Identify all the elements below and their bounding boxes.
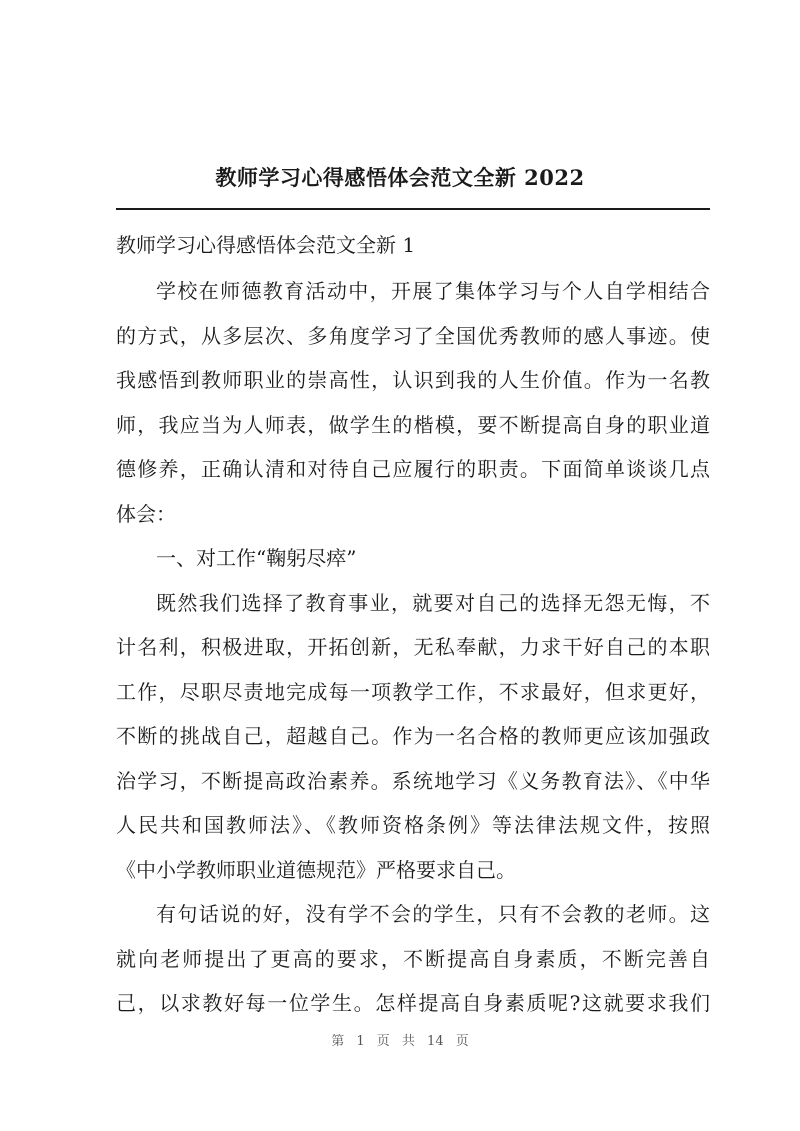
paragraph-line: 既然我们选择了教育事业，就要对自己的选择无怨无悔，不: [156, 590, 710, 615]
paragraph-line: 我感悟到教师职业的崇高性，认识到我的人生价值。作为一名教: [116, 368, 710, 392]
paragraph-line: 工作，尽职尽责地完成每一项教学工作，不求最好，但求更好，: [116, 679, 710, 704]
page-footer: 第 1 页 共 14 页: [331, 1034, 469, 1049]
title-divider: [116, 208, 710, 210]
paragraph-work: [116, 581, 710, 893]
paragraph-line: 师，我应当为人师表，做学生的楷模，要不断提高自身的职业道: [116, 412, 710, 437]
section-heading: [116, 536, 710, 581]
document-body: [116, 223, 710, 1026]
paragraph-line: 己，以求教好每一位学生。怎样提高自身素质呢?这就要求我们: [116, 991, 710, 1015]
document-subtitle: 教师学习心得感悟体会范文全新 1: [116, 233, 416, 257]
paragraph-line: 德修养，正确认清和对待自己应履行的职责。下面简单谈谈几点: [116, 457, 710, 481]
paragraph-line: 《中小学教师职业道德规范》严格要求自己。: [116, 857, 516, 882]
paragraph-line: 的方式，从多层次、多角度学习了全国优秀教师的感人事迹。使: [116, 323, 710, 348]
paragraph-line: 学校在师德教育活动中，开展了集体学习与个人自学相结合: [156, 279, 710, 303]
page-title: 教师学习心得感悟体会范文全新 2022: [215, 165, 585, 190]
paragraph-line: 就向老师提出了更高的要求，不断提高自身素质，不断完善自: [116, 946, 710, 971]
paragraph-line: 人民共和国教师法》、《教师资格条例》等法律法规文件，按照: [116, 813, 710, 837]
paragraph-line: 治学习，不断提高政治素养。系统地学习《义务教育法》、《中华: [116, 768, 710, 793]
paragraph-intro: [116, 269, 710, 536]
section-heading-text: 一、对工作“鞠躬尽瘁”: [156, 546, 357, 570]
paragraph-line: 计名利，积极进取，开拓创新，无私奉献，力求干好自己的本职: [116, 635, 710, 659]
paragraph-quality: [116, 892, 710, 1026]
paragraph-line: 体会：: [116, 501, 176, 526]
paragraph-line: 不断的挑战自己，超越自己。作为一名合格的教师更应该加强政: [116, 724, 710, 748]
paragraph-line: 有句话说的好，没有学不会的学生，只有不会教的老师。这: [156, 902, 710, 926]
